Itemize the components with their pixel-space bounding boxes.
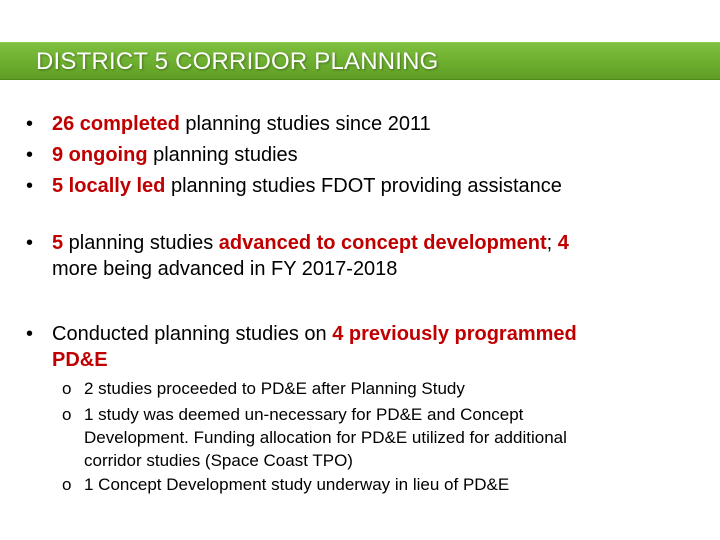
bullet-marker: • [26,175,34,197]
bullet-highlight: 9 ongoing [52,144,148,166]
sub-bullet-text-line3: corridor studies (Space Coast TPO) [84,451,353,470]
bullet-text: planning studies FDOT providing assistance [165,175,562,197]
bullet-text: Conducted planning studies on [52,323,333,345]
sub-bullet-text: 1 Concept Development study underway in lieu of PD&E [84,475,510,494]
bullet-text: ; [546,232,558,254]
sub-bullet-text: 1 study was deemed un-necessary for PD&E and Concept [84,405,524,424]
bullet-marker: • [26,232,34,254]
bullet-highlight: 4 [557,232,569,254]
bullet-highlight: 26 completed [52,113,180,135]
bullet-highlight-line2: PD&E [52,349,108,371]
bullet-marker: • [26,323,34,345]
bullet-highlight: 5 [52,232,64,254]
bullet-marker: • [26,113,34,135]
sub-bullet-text-line2: Development. Funding allocation for PD&E utilized for additional [84,428,567,447]
sub-bullet-marker: o [62,405,72,424]
bullet-marker: • [26,144,34,166]
bullet-text: planning studies since 2011 [179,113,431,135]
sub-bullet-marker: o [62,475,72,494]
bullet-text-line2: more being advanced in FY 2017-2018 [52,258,398,280]
slide-title: DISTRICT 5 CORRIDOR PLANNING [36,48,439,75]
bullet-text: planning studies [147,144,298,166]
sub-bullet-text: 2 studies proceeded to PD&E after Planning Study [84,379,465,398]
bullet-highlight: advanced to concept development [218,232,547,254]
bullet-text: planning studies [63,232,219,254]
sub-bullet-marker: o [62,379,72,398]
title-bar [0,42,720,80]
bullet-highlight: 4 previously programmed [332,323,577,345]
bullet-highlight: 5 locally led [52,175,166,197]
